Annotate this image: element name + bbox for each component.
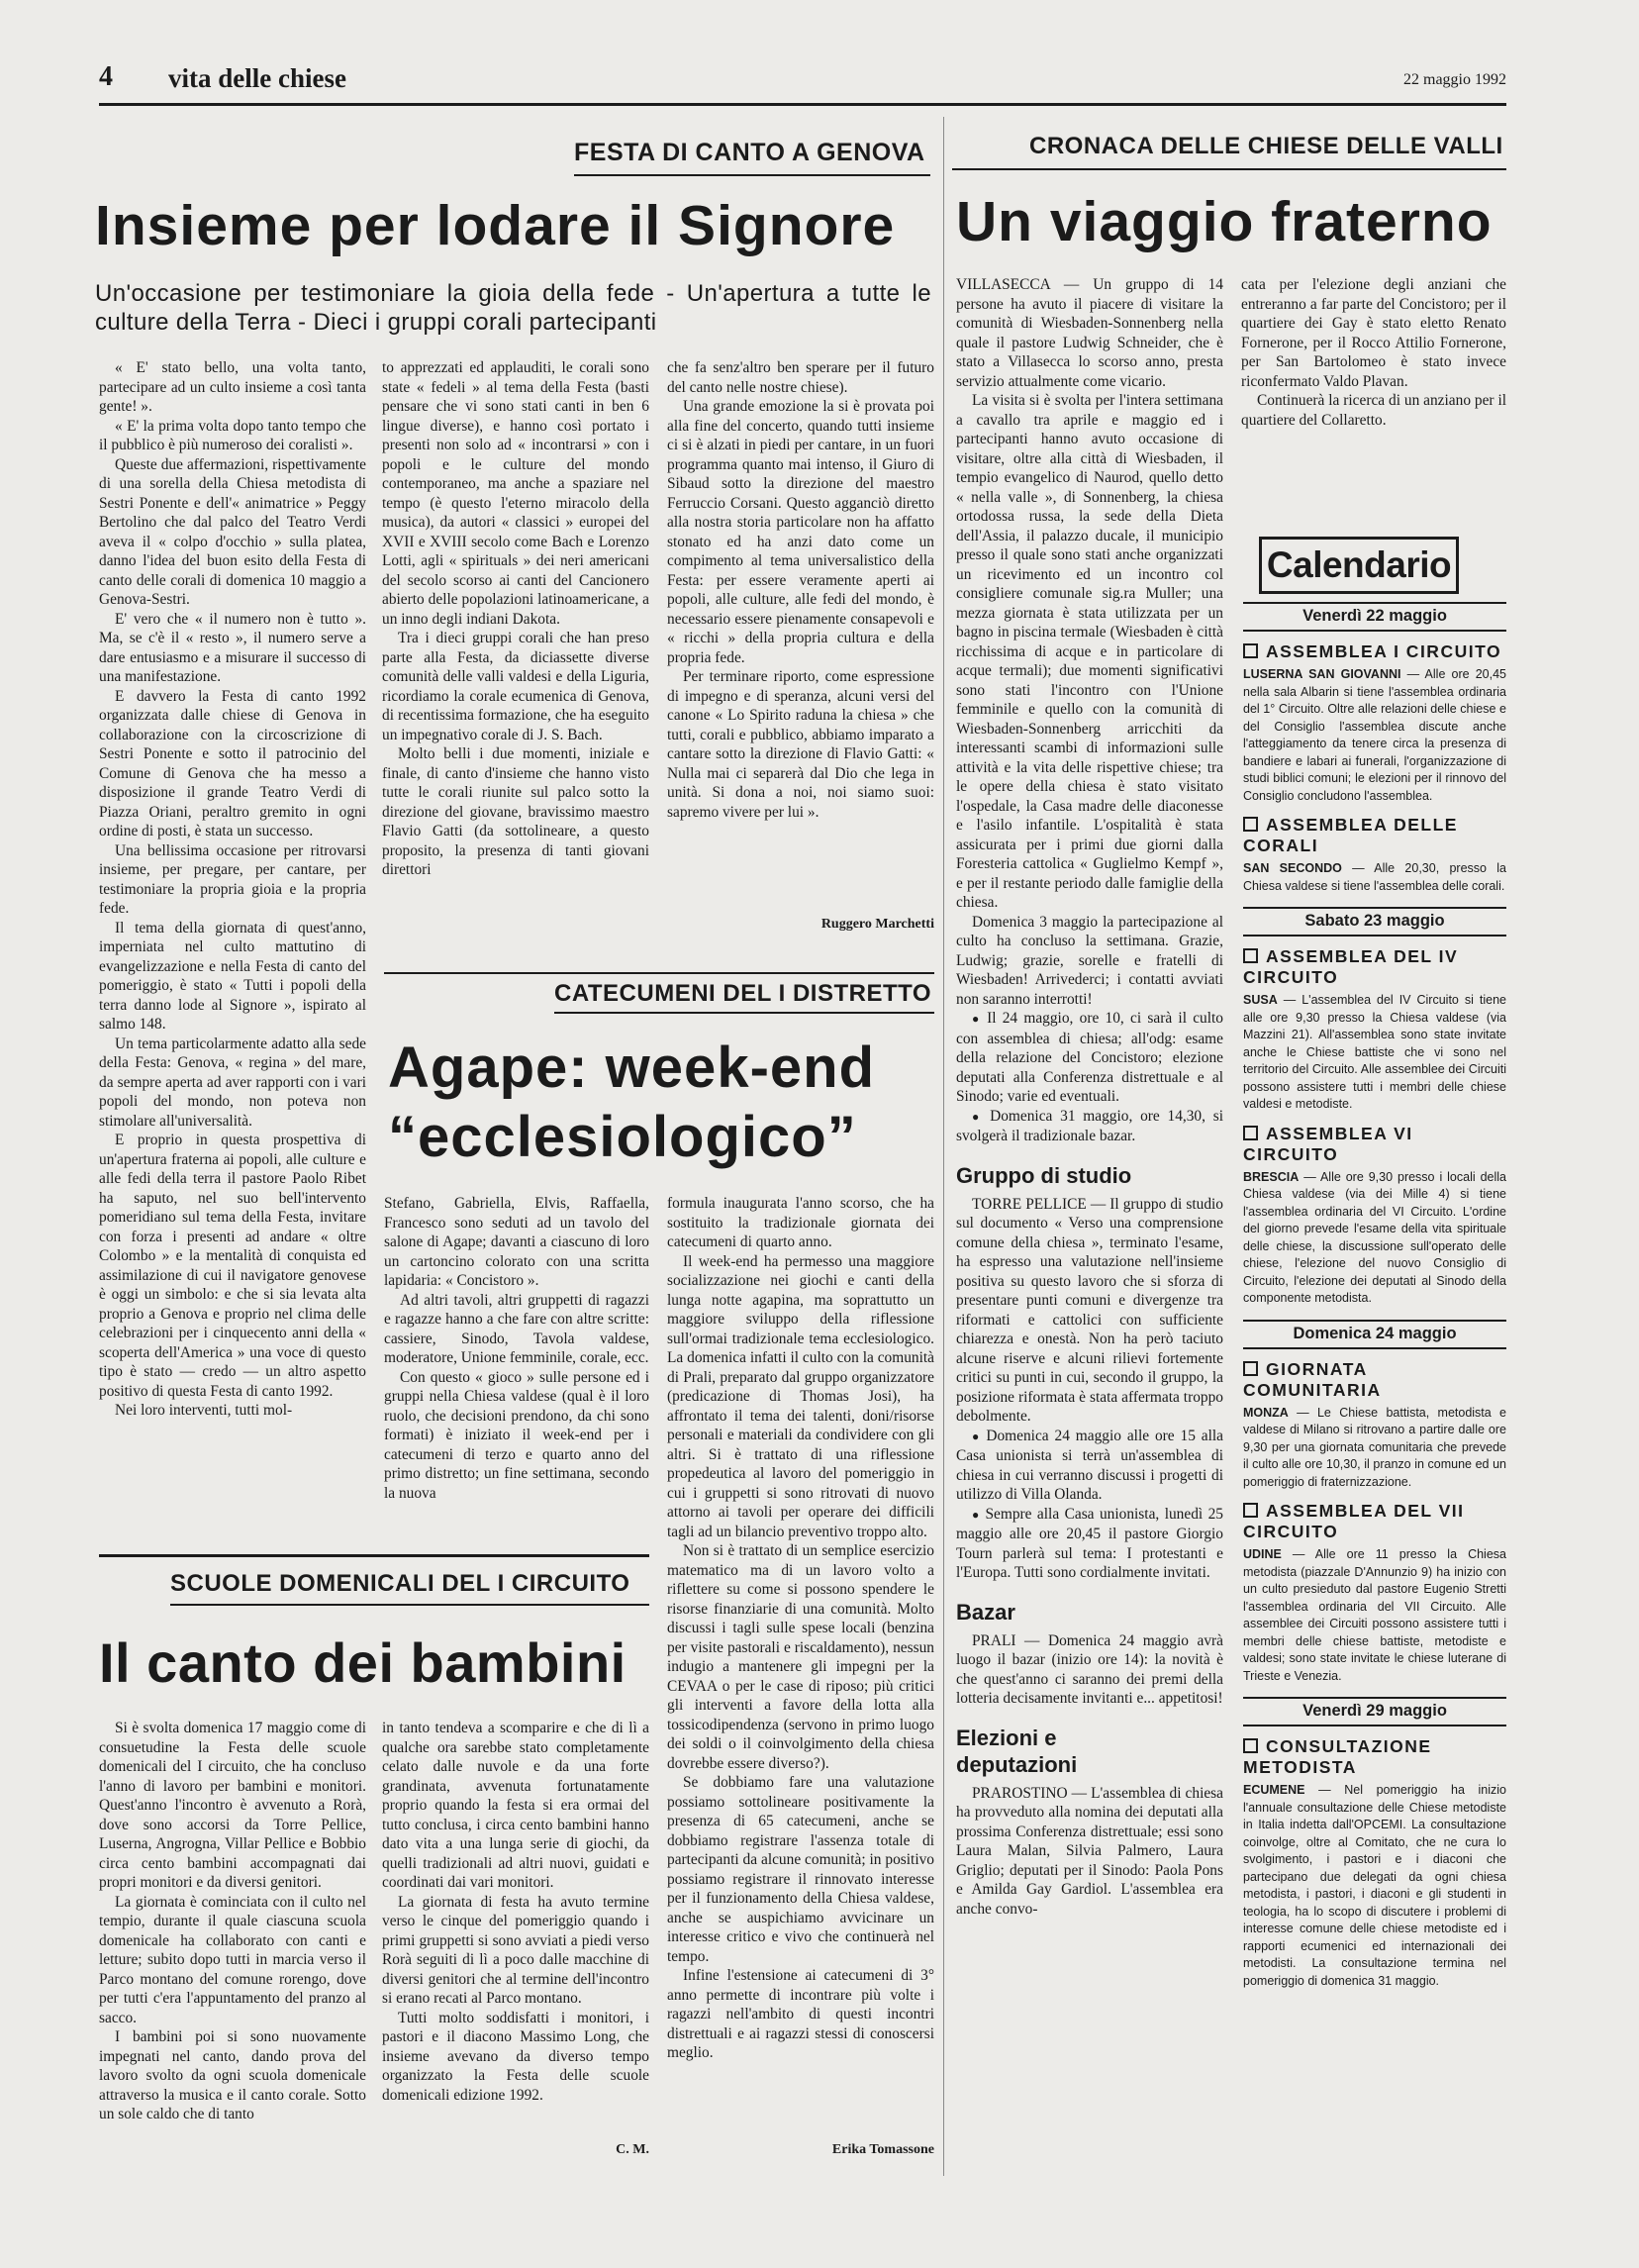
cronaca-column-2 xyxy=(1241,275,1506,513)
paragraph: TORRE PELLICE — Il gruppo di studio sul documento « Verso una comprensione comune della chiesa », terminato l'esame, ha espresso una valutazione nell'insieme positiva su questo lavoro che si sforza di presentare punti comuni e divergenze tra riformati e cattolici con sufficiente chiarezza e onestà. Non ha però taciuto alcune riserve e alcuni rilievi fortemente critici su punti in cui, secondo il gruppo, la posizione riformata è stata affermata troppo debolmente. xyxy=(956,1195,1223,1425)
day-label: Venerdì 29 maggio xyxy=(1243,1697,1506,1726)
checkbox-icon xyxy=(1243,817,1258,832)
paragraph: Infine l'estensione ai catecumeni di 3° anno permette di incontrare più volte i ragazzi nell'ambito di questi incontri distrettuali e ai ragazzi stessi di conoscersi meglio. xyxy=(667,1967,934,2061)
calendario-title: Calendario xyxy=(1266,544,1452,585)
section-title: vita delle chiese xyxy=(168,63,346,93)
event-title: ASSEMBLEA DEL IV CIRCUITO xyxy=(1243,946,1459,987)
scuole-author: C. M. xyxy=(616,2142,649,2157)
paragraph: Tra i dieci gruppi corali che han preso parte alla Festa, da diciassette diverse comunità delle valli valdesi e della Liguria, ricordiamo la corale ecumenica di Genova, di recentissima formazione, che ha eseguito un impegnativo corale di J. S. Bach. xyxy=(382,630,649,743)
calendario xyxy=(1243,602,1506,2216)
paragraph: Non si è trattato di un semplice esercizio matematico ma di un lavoro volto a riflettere su come si possono spendere le risorse finanziarie di una comunità. Molto discussi i tagli sulle spese locali (benzina per visite pastorali e riscaldamento), nessun indugio a mantenere gli impegni per la CEVAA o per le case di riposo; più critici gli interventi a favore della lotta alla tossicodipendenza (servono in primo luogo dei soldi o il coinvolgimento della chiesa dovrebbe essere diverso?). xyxy=(667,1542,934,1772)
scuole-kicker-rule xyxy=(170,1604,649,1606)
paragraph: to apprezzati ed applauditi, le corali sono state « fedeli » al tema della Festa (basti pensare che vi sono stati canti in ben 6 lingue diverse), e hanno così portato i presenti non solo ad « incontrarsi » con i popoli e le culture del mondo contemporaneo, ma anche a spaziare nel tempo (è questo l'eterno miracolo della musica), da autori « classici » europei del XVII e XVIII secolo come Bach e Lorenzo Lotti, agli « spirituals » dei neri americani del secolo scorso ai canti del Cancionero abierto delle popolazioni latinoamericane, a un inno degli indiani Dakota. xyxy=(382,359,649,628)
studio-heading: Gruppo di studio xyxy=(956,1162,1132,1188)
paragraph: Nei loro interventi, tutti mol- xyxy=(115,1402,293,1419)
scuole-top-rule xyxy=(99,1554,649,1557)
agape-top-rule xyxy=(384,972,934,974)
event-text: SUSA — L'assemblea del IV Circuito si tiene alle ore 9,30 presso la Chiesa valdese (via Mazzini 21). All'assemblea sono state invitate anche le Chiese battiste che vi sono nel territorio del Circuito. Alle assemblee dei Circuiti possono assistere tutti i membri delle chiese valdesi e metodiste. xyxy=(1243,993,1506,1111)
day-section xyxy=(1243,1320,1506,1686)
issue-date: 22 maggio 1992 xyxy=(1403,71,1506,88)
festa-column-3 xyxy=(667,358,934,913)
event-title: ASSEMBLEA I CIRCUITO xyxy=(1243,641,1506,662)
checkbox-icon xyxy=(1243,948,1258,963)
paragraph: Il week-end ha permesso una maggiore socializzazione nei giochi e canti della lunga notte agapina, ma soprattutto un maggiore sviluppo della riflessione sull'ormai tradizionale tema ecclesiologico. La domenica infatti il culto con la comunità di Prali, preparato dal gruppo organizzatore (predicazione di Thomas Josi), ha affrontato il tema dei talenti, doni/risorse personali e materiali da condividere con gli altri. Si è trattato di una riflessione propedeutica al lavoro del pomeriggio in cui i gruppetti si sono ritrovati di nuovo attorno ai tavoli per operare dei difficili tagli ad un bilancio preventivo troppo alto. xyxy=(667,1252,934,1540)
bullet-item: ● Domenica 24 maggio alle ore 15 alla Casa unionista si terrà un'assemblea di chiesa in cui verranno discussi i progetti di utilizzo di Villa Olanda. xyxy=(956,1427,1223,1505)
festa-title: Insieme per lodare il Signore xyxy=(95,194,896,257)
paragraph: La visita si è svolta per l'intera settimana a cavallo tra aprile e maggio ed i partecipanti hanno avuto occasione di visitare, oltre alla città di Wiesbaden, il tempio evangelico di Naurod, quello detto « nella valle », di Sonnenberg, la chiesa ortodossa russa, la sede della Dieta dell'Assia, il palazzo ducale, il municipio presso il quale sono stati anche organizzati un ricevimento ed un incontro col consigliere comunale sig.ra Muller; una mezza giornata è stata utilizzata per un bagno in piscina termale (Wiesbaden è città ricchissima di acque e in particolare di acque termali); due momenti significativi sono stati l'incontro con l'Unione femminile e quello con la comunità di Wiesbaden-Sonnenberg arricchiti da interessanti scambi di informazioni sulle attività e la vita delle rispettive chiese; tra le opere della chiesa è stato visitato l'ospedale, la Casa madre delle diaconesse e l'asilo infantile. L'ospitalità è stata assicurata per i primi due giorni dalla Foresteria cattolica « Guglielmo Kempf », e per il restante periodo dalle famiglie della chiesa. xyxy=(956,392,1223,911)
scuole-title: Il canto dei bambini xyxy=(99,1631,627,1694)
event-text: UDINE — Alle ore 11 presso la Chiesa metodista (piazzale D'Annunzio 9) ha inizio con un culto presieduto dal pastore Eugenio Stretti l'assemblea ordinaria del VII Circuito. Alle assemblee dei Circuiti possono assistere tutti i membri delle chiese battiste, metodiste e valdesi; sono state invitate le chiese luterane di Trieste e Venezia. xyxy=(1243,1547,1506,1683)
paragraph: Se dobbiamo fare una valutazione possiamo sottolineare positivamente la presenza di 65 catecumeni, anche se dobbiamo registrare l'assenza totale di partecipanti da alcune comunità; in positivo possiamo registrare il rinnovato interesse per il funzionamento della Chiesa valdese, anche se auspichiamo avvicinare un interesse critico e vivo che continuerà nel tempo. xyxy=(667,1774,934,1965)
festa-subtitle: Un'occasione per testimoniare la gioia della fede - Un'apertura a tutte le culture della Terra - Dieci i gruppi corali partecipanti xyxy=(95,280,931,336)
paragraph: I bambini poi si sono nuovamente impegnati nel canto, dando prova del lavoro svolto da ogni scuola domenicale attraverso la musica e il canto corale. Sotto un sole caldo che di tanto xyxy=(99,2028,366,2122)
event-place: SUSA xyxy=(1243,993,1278,1007)
agape-column-1 xyxy=(384,1194,649,1528)
festa-kicker-rule xyxy=(574,174,930,176)
scuole-column-2 xyxy=(382,1719,649,2139)
festa-kicker: FESTA DI CANTO A GENOVA xyxy=(574,139,925,166)
paragraph: Con questo « gioco » sulle persone ed i gruppi nella Chiesa valdese (qual è il loro ruolo, che decisioni prendono, da chi sono formati) è iniziato il week-end per i catecumeni di terzo e quarto anno del primo distretto; un fine settimana, secondo la nuova xyxy=(384,1368,649,1502)
paragraph: E davvero la Festa di canto 1992 organizzata dalle chiese di Genova in collaborazione con la circoscrizione di Sestri Ponente e sotto il patrocinio del Comune di Genova che ha messo a disposizione il grande Teatro Verdi di Piazza Oriani, peraltro gremito in ogni ordine di posti, è stata un successo. xyxy=(99,687,366,839)
event xyxy=(1243,946,1506,1114)
agape-kicker: CATECUMENI DEL I DISTRETTO xyxy=(554,980,932,1007)
bullet-item: ● Il 24 maggio, ore 10, ci sarà il culto con assemblea di chiesa; all'odg: esame della relazione del Concistoro; elezione deputati alla Conferenza distrettuale e al Sinodo; varie ed eventuali. xyxy=(956,1009,1223,1107)
paragraph: Una bellissima occasione per ritrovarsi insieme, per pregare, per cantare, per testimoniare la propria gioia e la propria fede. xyxy=(99,841,366,917)
agape-title-line-1: Agape: week-end xyxy=(388,1035,875,1100)
day-section xyxy=(1243,1697,1506,1990)
bazar-heading: Bazar xyxy=(956,1599,1015,1625)
paragraph: E' vero che « il numero non è tutto ». Ma, se c'è il « resto », il numero serve a dare entusiasmo e a misurare il successo di una manifestazione. xyxy=(99,610,366,685)
agape-title-line-2: “ecclesiologico” xyxy=(388,1105,857,1169)
paragraph: Tutti molto soddisfatti i monitori, i pastori e il diacono Massimo Long, che insieme avevano da diverso tempo organizzato la Festa delle scuole domenicali edizione 1992. xyxy=(382,2009,649,2104)
paragraph: PRAROSTINO — L'assemblea di chiesa ha provveduto alla nomina dei deputati alla prossima Conferenza distrettuale; essi sono Laura Malan, Silvia Palmero, Laura Griglio; deputati per il Sinodo: Paola Pons e Amilda Gay Gardiol. L'assemblea era anche convo- xyxy=(956,1784,1223,1918)
paragraph: Ad altri tavoli, altri gruppetti di ragazzi e ragazze hanno a che fare con altre scritte: cassiere, Sinodo, Tavola valdese, moderatore, Unione femminile, corale, ecc. xyxy=(384,1291,649,1366)
festa-author: Ruggero Marchetti xyxy=(820,917,934,932)
paragraph: E proprio in questa prospettiva di un'apertura fraterna ai popoli, alle culture e alle fedi della terra il pastore Paolo Ribet ha saputo, nel suo bell'intervento pomeridiano sul tema della Festa, invitare con forza i presenti ad andare « oltre Colombo » e la mentalità di conquista ed assimilazione di cui il navigatore genovese è oggi un simbolo: e che si sia levata alta proprio a Genova e proprio nel clima delle celebrazioni per i cinquecento anni della « scoperta dell'America » una voce di questo tipo è stato — credo — un altro aspetto positivo di questa Festa di canto 1992. xyxy=(99,1132,366,1400)
day-label: Sabato 23 maggio xyxy=(1243,907,1506,937)
cronaca-title: Un viaggio fraterno xyxy=(956,190,1493,253)
event-text: LUSERNA SAN GIOVANNI — Alle ore 20,45 nella sala Albarin si tiene l'assemblea ordinaria del 1° Circuito. Oltre alle relazioni delle chiese e del Consiglio l'assemblea discute anche l'atteggiamento da tenere circa la presenza di bandiere e labari ai funerali, l'organizzazione di studi biblici comuni; le elezioni per il rinnovo del Consiglio concludono l'assemblea. xyxy=(1243,667,1506,803)
paragraph: Un tema particolarmente adatto alla sede della Festa: Genova, « regina » del mare, da sempre aperta ad aver rapporti con i vari popoli del mondo, non poteva non stimolare all'universalità. xyxy=(99,1035,366,1130)
bullet-item: ● Sempre alla Casa unionista, lunedì 25 maggio alle ore 20,45 il pastore Giorgio Tourn parlerà sul tema: I protestanti e l'Europa. Tutti sono cordialmente invitati. xyxy=(956,1505,1223,1583)
scuole-column-1 xyxy=(99,1719,366,2169)
scuole-kicker: SCUOLE DOMENICALI DEL I CIRCUITO xyxy=(170,1570,630,1597)
paragraph: Continuerà la ricerca di un anziano per il quartiere del Collaretto. xyxy=(1241,392,1506,429)
event-title: ASSEMBLEA VI CIRCUITO xyxy=(1243,1123,1413,1164)
agape-author: Erika Tomassone xyxy=(831,2142,934,2157)
day-label: Domenica 24 maggio xyxy=(1243,1320,1506,1349)
paragraph: Il tema della giornata di quest'anno, imperniata nel culto mattutino di evangelizzazione e nella Festa di canto del pomeriggio, è stato « Tutti i popoli della terra danno lode al Signore », ispirato al salmo 148. xyxy=(99,919,366,1033)
checkbox-icon xyxy=(1243,1503,1258,1518)
elezioni-heading-line-1: Elezioni e xyxy=(956,1725,1057,1750)
event xyxy=(1243,1359,1506,1492)
event xyxy=(1243,1736,1506,1990)
masthead-rule xyxy=(99,103,1506,106)
paragraph: Stefano, Gabriella, Elvis, Raffaella, Francesco sono seduti ad un tavolo del salone di Agape; davanti a ciascuno di loro un cartoncino colorato con una scritta lapidaria: « Concistoro ». xyxy=(384,1195,649,1289)
paragraph: « E' la prima volta dopo tanto tempo che il pubblico è più numeroso dei coralisti ». xyxy=(99,417,366,453)
checkbox-icon xyxy=(1243,1361,1258,1376)
event xyxy=(1243,1501,1506,1685)
day-section xyxy=(1243,602,1506,895)
festa-column-2 xyxy=(382,358,649,962)
paragraph: che fa senz'altro ben sperare per il futuro del canto nelle nostre chiese). xyxy=(667,359,934,396)
paragraph: Per terminare riporto, come espressione di impegno e di speranza, alcuni versi del canone « Lo Spirito raduna la chiesa » che tutti, corali e pubblico, abbiamo imparato a cantare sotto la direzione di Flavio Gatti: « Nulla mai ci separerà dal Dio che lega in unità. Si dona a noi, noi siamo suoi: sapremo vivere per lui ». xyxy=(667,668,934,821)
cronaca-column-1 xyxy=(956,275,1223,2156)
event-place: LUSERNA SAN GIOVANNI xyxy=(1243,667,1401,681)
event-place: SAN SECONDO xyxy=(1243,861,1342,875)
cronaca-kicker-rule xyxy=(952,168,1506,170)
event-title: ASSEMBLEA DELLE CORALI xyxy=(1243,815,1458,855)
day-section xyxy=(1243,907,1506,1308)
paragraph: in tanto tendeva a scomparire e che di lì a qualche ora sarebbe stato completamente celato dalle nuvole e da una forte grandinata, avvenuta fortunatamente proprio quando la festa si era ormai del tutto conclusa, i circa cento bambini hanno dato vita a una lunga serie di giochi, da quelli tradizionali ad altri nuovi, guidati e coordinati dai vari monitori. xyxy=(382,1720,649,1891)
event xyxy=(1243,641,1506,805)
checkbox-icon xyxy=(1243,643,1258,658)
paragraph: Molto belli i due momenti, iniziale e finale, di canto d'insieme che hanno visto tutte le corali riunite sul palco sotto la direzione del giovane, bravissimo maestro Flavio Gatti (da sottolineare, a questo proposito, la presenza di tanti giovani direttori xyxy=(382,745,649,878)
event-text: ECUMENE — Nel pomeriggio ha inizio l'annuale consultazione delle Chiese metodiste in Italia indetta dall'OPCEMI. La consultazione coinvolge, oltre al Comitato, che ne cura lo svolgimento, i pastori e i diaconi che partecipano due delegati da ogni chiesa metodista, i pastori, i diaconi e gli studenti in teologia, ha lo scopo di discutere i problemi di interesse comune delle chiese metodiste ed i rapporti ecumenici ed internazionali dei metodisti. La consultazione termina nel pomeriggio di domenica 31 maggio. xyxy=(1243,1783,1506,1988)
paragraph: Queste due affermazioni, rispettivamente di una sorella della Chiesa metodista di Sestri Ponente e dell'« animatrice » Peggy Bertolino che dal palco del Teatro Verdi aveva il « colpo d'occhio » sulla platea, danno l'idea del buon esito della Festa di canto delle corali di domenica 10 maggio a Genova-Sestri. xyxy=(99,455,366,608)
checkbox-icon xyxy=(1243,1738,1258,1753)
event xyxy=(1243,1124,1506,1308)
column-divider xyxy=(943,117,944,2176)
event xyxy=(1243,815,1506,895)
day-label: Venerdì 22 maggio xyxy=(1243,602,1506,632)
page-number: 4 xyxy=(99,61,113,92)
event-place: MONZA xyxy=(1243,1405,1289,1420)
event-place: ECUMENE xyxy=(1243,1783,1305,1797)
agape-column-2 xyxy=(667,1194,934,2139)
paragraph: Una grande emozione la si è provata poi alla fine del concerto, quando tutti insieme ci si è alzati in piedi per cantare, in un fuori programma quanto mai intenso, il Giuro di Sibaud sotto la direzione del maestro Ferruccio Corsani. Questo agganciò diretto alla nostra storia particolare non ha affatto stonato ed ha anzi dato come un compimento al tema universalistico della Festa: per essere veramente aperti ai popoli, alle culture, alle fedi del mondo, è necessario essere pienamente consapevoli e « ricchi » della propria cultura e della propria fede. xyxy=(667,398,934,666)
event-place: BRESCIA xyxy=(1243,1169,1300,1184)
event-title: GIORNATA COMUNITARIA xyxy=(1243,1358,1382,1400)
event-text: SAN SECONDO — Alle 20,30, presso la Chiesa valdese si tiene l'assemblea delle corali. xyxy=(1243,861,1506,893)
event-place: UDINE xyxy=(1243,1547,1282,1561)
event-title: CONSULTAZIONE METODISTA xyxy=(1243,1736,1432,1777)
paragraph: La giornata di festa ha avuto termine verso le cinque del pomeriggio quando i primi gruppetti si sono avviati a piedi verso Rorà seguiti di lì a poco dalle macchine di diversi genitori che al termine dell'incontro si erano recati al Parco montano. xyxy=(382,1893,649,2007)
masthead xyxy=(99,61,1506,101)
paragraph: PRALI — Domenica 24 maggio avrà luogo il bazar (inizio ore 14): la novità è che quest'anno ci saranno dei premi della lotteria decisamente invitanti e... appetitosi! xyxy=(956,1631,1223,1707)
event-text: BRESCIA — Alle ore 9,30 presso i locali della Chiesa valdese (via dei Mille 4) si tiene l'assemblea ordinaria del VI Circuito. L'ordine del giorno prevede l'esame della vita spirituale delle chiese, la discussione sull'operato delle chiese, l'elezione del nuovo Consiglio di Circuito, l'elezione dei deputati al Sinodo della componente metodista. xyxy=(1243,1169,1506,1305)
event-text: MONZA — Le Chiese battista, metodista e valdese di Milano si ritrovano a partire dalle ore 9,30 per una giornata comunitaria che prevede il culto alle ore 10,30, il pranzo in comune ed un pomeriggio di fraternizzazione. xyxy=(1243,1405,1506,1489)
bullet-item: ● Domenica 31 maggio, ore 14,30, si svolgerà il tradizionale bazar. xyxy=(956,1107,1223,1146)
agape-kicker-rule xyxy=(554,1012,934,1014)
checkbox-icon xyxy=(1243,1126,1258,1140)
event-title: ASSEMBLEA DEL VII CIRCUITO xyxy=(1243,1501,1465,1541)
paragraph: La giornata è cominciata con il culto nel tempio, durante il quale ciascuna scuola domenicale ha collaborato con canti e letture; subito dopo tutti in marcia verso il Parco montano del comune rorengo, dove per tutti c'era l'appuntamento del pranzo al sacco. xyxy=(99,1893,366,2026)
paragraph: VILLASECCA — Un gruppo di 14 persone ha avuto il piacere di visitare la comunità di Wiesbaden-Sonnenberg nella quale il pastore Ludwig Schneider, che è stato a Villasecca lo scorso anno, presta servizio attualmente come vicario. xyxy=(956,276,1223,390)
paragraph: « E' stato bello, una volta tanto, partecipare ad un culto insieme a così tanta gente! ». xyxy=(99,359,366,415)
calendario-title-box xyxy=(1259,537,1459,594)
paragraph: Domenica 3 maggio la partecipazione al culto ha concluso la settimana. Grazie, Ludwig; grazie, sorelle e fratelli di Wiesbaden! Arrivederci; i contatti avviati non saranno interrotti! xyxy=(956,913,1223,1008)
paragraph: Si è svolta domenica 17 maggio come di consuetudine la Festa delle scuole domenicali del I circuito, che ha concluso l'anno di lavoro per bambini e monitori. Quest'anno l'incontro è avvenuto a Rorà, dove sono accorsi da Torre Pellice, Luserna, Angrogna, Villar Pellice e Bobbio circa cento bambini accompagnati dai propri monitori e da diversi genitori. xyxy=(99,1720,366,1891)
paragraph: cata per l'elezione degli anziani che entreranno a far parte del Concistoro; per il quartiere dei Gay è stato eletto Renato Fornerone, per il Rocco Attilio Fornerone, per San Bartolomeo è stato invece riconfermato Valdo Plavan. xyxy=(1241,276,1506,390)
elezioni-heading-line-2: deputazioni xyxy=(956,1751,1078,1777)
paragraph: formula inaugurata l'anno scorso, che ha sostituito la tradizionale giornata dei catecumeni di quarto anno. xyxy=(667,1195,934,1250)
festa-column-1 xyxy=(99,358,366,1528)
cronaca-kicker: CRONACA DELLE CHIESE DELLE VALLI xyxy=(1029,133,1503,159)
